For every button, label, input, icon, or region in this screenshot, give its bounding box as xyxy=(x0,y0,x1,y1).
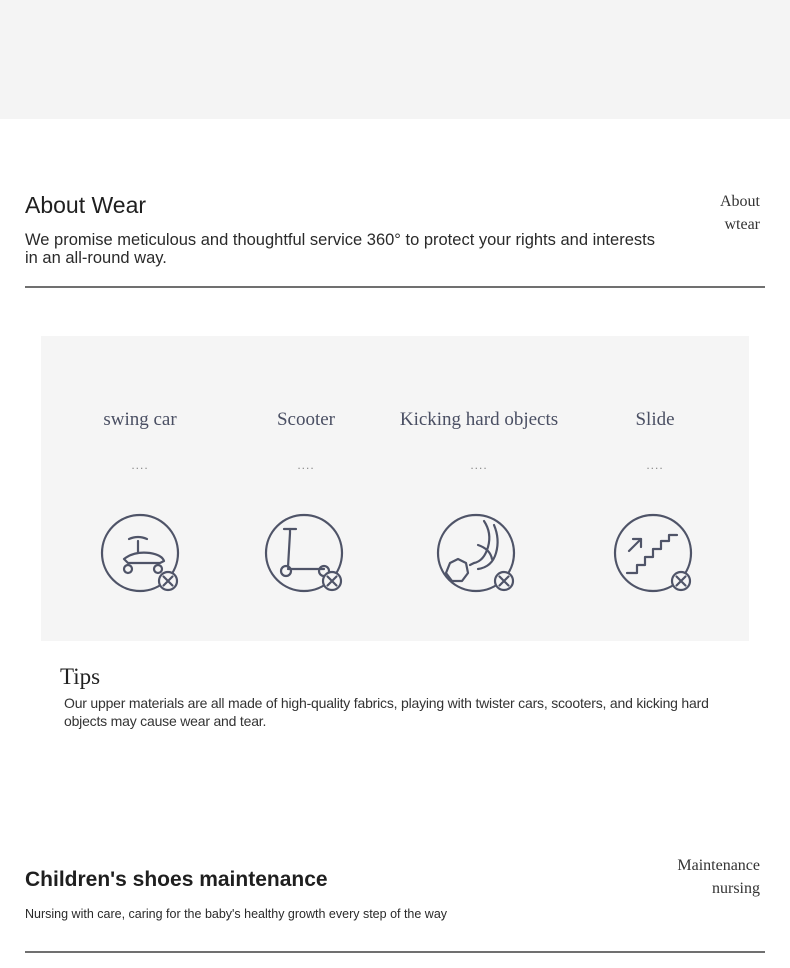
wear-item-dots: .... xyxy=(297,458,315,472)
swing-car-icon xyxy=(98,511,188,595)
section-divider xyxy=(25,286,765,288)
maintenance-side-tag xyxy=(677,854,760,900)
about-wear-description: We promise meticulous and thoughtful service 360° to protect your rights and interests in an all-round way. xyxy=(25,231,655,267)
section-divider xyxy=(25,951,765,953)
maintenance-description: Nursing with care, caring for the baby's healthy growth every step of the way xyxy=(25,907,448,921)
side-tag-line-1: About xyxy=(720,193,760,210)
top-banner-placeholder xyxy=(0,0,790,119)
about-wear-side-tag xyxy=(720,190,760,236)
wear-item-label: Slide xyxy=(635,409,675,430)
wear-item-label: Scooter xyxy=(276,409,336,430)
slide-icon xyxy=(611,511,701,595)
wear-item-dots: .... xyxy=(646,458,664,472)
side-tag-line-2: wtear xyxy=(724,216,760,233)
tips-title: Tips xyxy=(60,664,101,689)
scooter-icon xyxy=(262,511,352,595)
maintenance-title: Children's shoes maintenance xyxy=(25,868,328,891)
side-tag-line-2: nursing xyxy=(712,880,760,897)
wear-hazards-panel xyxy=(41,336,749,641)
about-wear-title: About Wear xyxy=(25,192,147,218)
wear-item-dots: .... xyxy=(470,458,488,472)
kicking-hard-objects-icon xyxy=(434,511,524,595)
tips-body: Our upper materials are all made of high-quality fabrics, playing with twister cars, scooters, and kicking hard objects may cause wear and tear. xyxy=(64,695,709,729)
wear-item-dots: .... xyxy=(131,458,149,472)
wear-item-label: Kicking hard objects xyxy=(399,409,559,430)
wear-item-label: swing car xyxy=(103,409,177,430)
side-tag-line-1: Maintenance xyxy=(677,857,760,874)
